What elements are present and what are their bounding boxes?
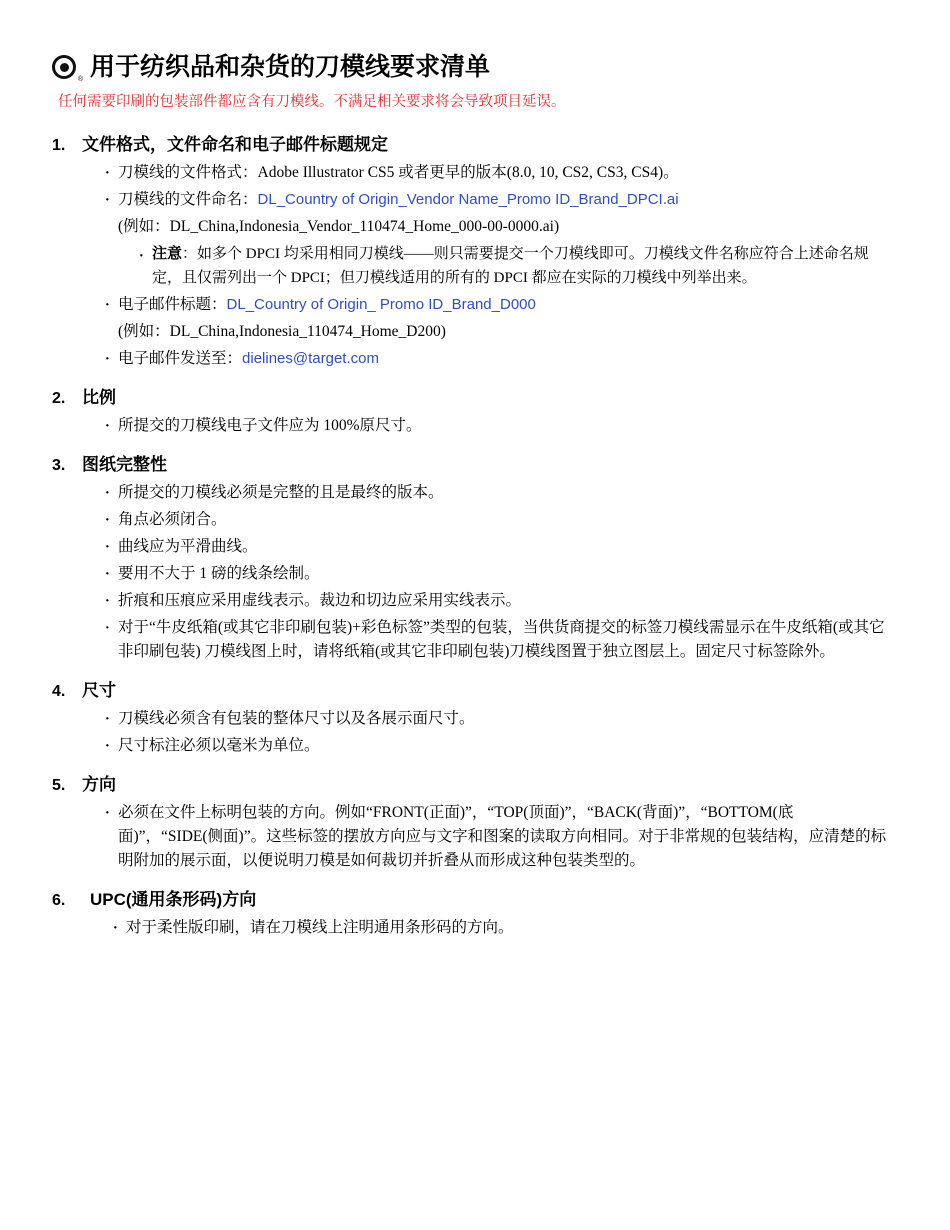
note-label: 注意	[152, 244, 183, 262]
section-2-title: 比例	[82, 387, 116, 407]
section-4-title: 尺寸	[82, 681, 116, 701]
list-item	[104, 347, 898, 371]
section-2-number: 2.	[52, 389, 66, 407]
list-item: · 要用不大于 1 磅的线条绘制。	[104, 562, 898, 586]
list-item: · 曲线应为平滑曲线。	[104, 535, 898, 559]
section-2-heading	[52, 383, 898, 408]
section-1	[52, 130, 898, 371]
note-text: ：如多个 DPCI 均采用相同刀模线——则只需要提交一个刀模线即可。刀模线文件名称应符合上述命名规定，且仅需列出一个 DPCI；但刀模线适用的所有的 DPCI 都应在实际的刀模线中列举出来。	[152, 245, 869, 286]
item-lead: 电子邮件发送至：	[118, 349, 243, 367]
list-item: · 所提交的刀模线电子文件应为 100%原尺寸。	[104, 414, 898, 438]
list-item: · 必须在文件上标明包装的方向。例如“FRONT(正面)”，“TOP(顶面)”，“BACK(背面)”，“BOTTOM(底面)”，“SIDE(侧面)”。这些标签的摆放方向应与文字和图案的读取方向相同。对于非常规的包装结构，应清楚的标明附加的展示面，以便说明刀模是如何裁切并折叠从而形成这种包装类型的。	[104, 801, 898, 873]
item-text: Adobe Illustrator CS5 或者更早的版本(8.0, 10, CS2, CS3, CS4)。	[257, 163, 679, 181]
note-item	[138, 242, 898, 290]
section-1-title: 文件格式，文件命名和电子邮件标题规定	[82, 134, 388, 154]
section-2	[52, 383, 898, 438]
section-2-list	[52, 414, 898, 438]
note-wrapper	[104, 242, 898, 290]
section-6-list	[52, 916, 898, 940]
list-item: · 所提交的刀模线必须是完整的且是最终的版本。	[104, 481, 898, 505]
list-item	[104, 161, 898, 185]
item-lead: 刀模线的文件命名：	[118, 190, 258, 208]
section-5-list	[52, 801, 898, 873]
section-5-number: 5.	[52, 777, 66, 795]
example-text: (例如：DL_China,Indonesia_Vendor_110474_Home_000-00-0000.ai)	[118, 217, 560, 235]
list-item: · 折痕和压痕应采用虚线表示。裁边和切边应采用实线表示。	[104, 589, 898, 613]
section-6-heading	[52, 885, 898, 910]
section-3	[52, 450, 898, 664]
section-3-heading	[52, 450, 898, 475]
section-5-heading	[52, 770, 898, 795]
page-title: 用于纺织品和杂货的刀模线要求清单	[90, 53, 491, 81]
section-3-list	[52, 481, 898, 664]
section-5	[52, 770, 898, 873]
example-line	[104, 320, 898, 344]
list-item: · 尺寸标注必须以毫米为单位。	[104, 734, 898, 758]
item-lead: 电子邮件标题：	[118, 295, 227, 313]
list-item: · 刀模线必须含有包装的整体尺寸以及各展示面尺寸。	[104, 707, 898, 731]
section-6-title: UPC(通用条形码)方向	[90, 890, 257, 910]
email-subject-link[interactable]: DL_Country of Origin_ Promo ID_Brand_D000	[226, 295, 536, 313]
bullseye-icon: ®	[52, 55, 78, 81]
section-6-number: 6.	[52, 892, 66, 910]
section-6	[52, 885, 898, 940]
section-1-list	[52, 161, 898, 371]
item-lead: 刀模线的文件格式：	[118, 163, 258, 181]
section-3-title: 图纸完整性	[82, 454, 167, 474]
section-5-title: 方向	[82, 775, 116, 795]
section-4-number: 4.	[52, 683, 66, 701]
list-item	[104, 188, 898, 212]
list-item: · 对于“牛皮纸箱(或其它非印刷包装)+彩色标签”类型的包装，当供货商提交的标签刀模线需显示在牛皮纸箱(或其它非印刷包装) 刀模线图上时，请将纸箱(或其它非印刷包装)刀模线图置于独立图层上。固定尺寸标签除外。	[104, 616, 898, 664]
list-item	[104, 293, 898, 317]
section-4-list	[52, 707, 898, 758]
section-1-heading	[52, 130, 898, 155]
document-header	[52, 54, 898, 82]
email-address-link[interactable]: dielines@target.com	[242, 349, 379, 367]
list-item: · 角点必须闭合。	[104, 508, 898, 532]
note-list	[104, 242, 898, 290]
list-item: · 对于柔性版印刷，请在刀模线上注明通用条形码的方向。	[112, 916, 898, 940]
section-3-number: 3.	[52, 456, 66, 474]
section-1-number: 1.	[52, 136, 66, 154]
section-4-heading	[52, 676, 898, 701]
section-4	[52, 676, 898, 758]
filename-link[interactable]: DL_Country of Origin_Vendor Name_Promo ID_Brand_DPCI.ai	[257, 190, 679, 208]
example-text: (例如：DL_China,Indonesia_110474_Home_D200)	[118, 322, 446, 340]
warning-text: 任何需要印刷的包装部件都应含有刀模线。不满足相关要求将会导致项目延误。	[58, 93, 566, 110]
example-line	[104, 215, 898, 239]
